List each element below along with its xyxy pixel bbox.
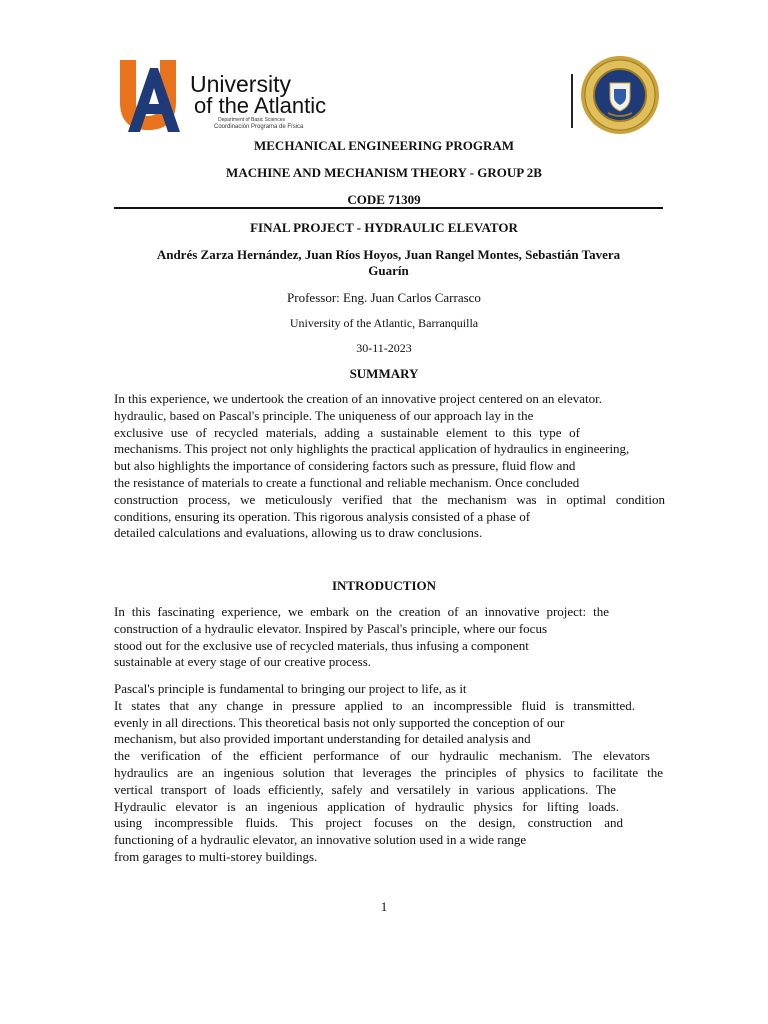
summary-line: detailed calculations and evaluations, allowing us to draw conclusions. [114, 525, 483, 541]
course-name: MACHINE AND MECHANISM THEORY - GROUP 2B [226, 165, 542, 180]
summary-line: conditions, ensuring its operation. This rigorous analysis consisted of a phase of [114, 508, 531, 524]
intro-line: Pascal's principle is fundamental to bringing our project to life, as it [114, 681, 467, 696]
summary-line: mechanisms. This project not only highlights the practical application of hydraulics in engineering, [114, 441, 630, 457]
intro-line: mechanism, but also provided important understanding for detailed analysis and [114, 731, 531, 747]
summary-line: exclusive use of recycled materials, adding a sustainable element to this type of [114, 424, 580, 440]
logo-subtitle-line2: Coordinación Programa de Física [214, 124, 304, 130]
summary-line: but also highlights the importance of considering factors such as pressure, fluid flow and [114, 458, 576, 474]
university-logo [118, 58, 338, 138]
university-seal [580, 55, 660, 135]
introduction-heading: INTRODUCTION [331, 578, 436, 593]
authors [114, 247, 663, 279]
intro-line: vertical transport of loads efficiently, safely and versatilely in various applications. The [114, 781, 616, 797]
professor: Professor: Eng. Juan Carlos Carrasco [287, 290, 481, 305]
authors-line1: Andrés Zarza Hernández, Juan Ríos Hoyos, Juan Rangel Montes, Sebastián Tavera [156, 247, 621, 262]
summary-line: hydraulic, based on Pascal's principle. The uniqueness of our approach lay in the [114, 407, 534, 423]
logo-subtitle-line1: Department of Basic Sciences [218, 117, 285, 123]
summary-heading: SUMMARY [349, 366, 419, 381]
intro-line: sustainable at every stage of our creative process. [114, 654, 372, 670]
university-seal-icon [580, 55, 660, 135]
intro-line: hydraulics are an ingenious solution that leverages the principles of physics to facilitate the [114, 764, 663, 780]
summary-line: the resistance of materials to create a functional and reliable mechanism. Once concluded [114, 474, 580, 490]
intro-line: Hydraulic elevator is an ingenious application of hydraulic physics for lifting loads. [114, 798, 619, 814]
summary-line: construction process, we meticulously verified that the mechanism was in optimal condition [114, 491, 665, 507]
project-title: FINAL PROJECT - HYDRAULIC ELEVATOR [250, 220, 518, 235]
introduction-paragraph-1 [114, 604, 665, 671]
intro-line: construction of a hydraulic elevator. Inspired by Pascal's principle, where our focus [114, 620, 548, 636]
authors-line2: Guarín [368, 263, 409, 278]
intro-line: In this fascinating experience, we embark on the creation of an innovative project: the [114, 604, 609, 619]
intro-line: from garages to multi-storey buildings. [114, 848, 318, 864]
affiliation: University of the Atlantic, Barranquilla [289, 316, 479, 330]
header-rule [114, 207, 663, 209]
intro-line: evenly in all directions. This theoretical basis not only supported the conception of our [114, 714, 565, 730]
program-name: MECHANICAL ENGINEERING PROGRAM [253, 138, 514, 153]
logo-title-line2: of the Atlantic [194, 93, 327, 118]
summary-line: In this experience, we undertook the creation of an innovative project centered on an elevator. [114, 391, 603, 406]
introduction-paragraph-2 [114, 681, 665, 866]
intro-line: the verification of the efficient performance of our hydraulic mechanism. The elevators [114, 748, 650, 764]
page-number: 1 [380, 899, 388, 914]
intro-line: It states that any change in pressure applied to an incompressible fluid is transmitted. [114, 697, 635, 713]
intro-line: functioning of a hydraulic elevator, an innovative solution used in a wide range [114, 832, 527, 848]
logo-divider [571, 74, 573, 128]
course-code: CODE 71309 [347, 192, 421, 207]
intro-line: stood out for the exclusive use of recycled materials, thus infusing a component [114, 637, 529, 653]
logo-title-line1: University [190, 71, 291, 97]
intro-line: using incompressible fluids. This project focuses on the design, construction and [114, 815, 623, 831]
date: 30-11-2023 [356, 341, 412, 355]
summary-paragraph [114, 391, 665, 542]
